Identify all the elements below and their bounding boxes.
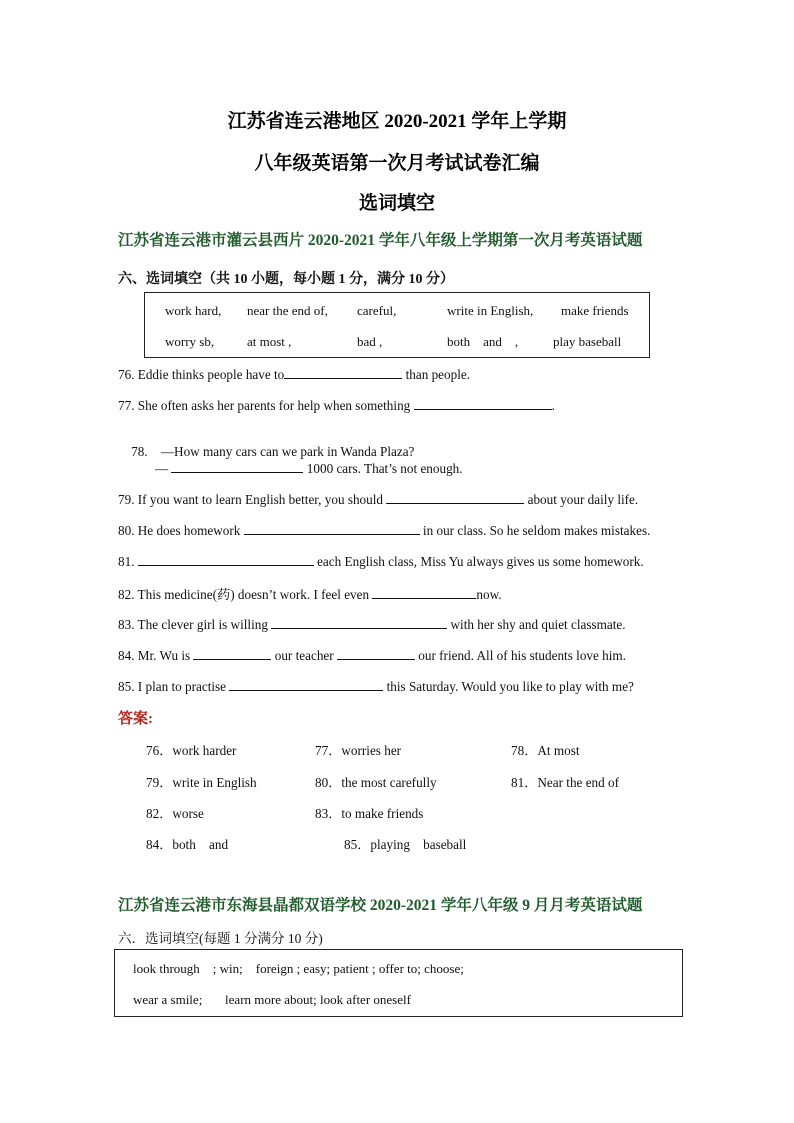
question-84: 84. Mr. Wu is our teacher our friend. All of his students love him.	[118, 648, 626, 663]
word-bank-box	[144, 292, 650, 358]
word-bank-box-2	[114, 949, 683, 1017]
answer-blank[interactable]	[229, 678, 383, 691]
answer-item: 79．write in English	[146, 775, 257, 790]
section1-instruction: 六、选词填空（共 10 小题，每小题 1 分，满分 10 分）	[118, 272, 454, 287]
word-bank-item: write in English,	[447, 303, 534, 318]
answer-key-label: 答案:	[118, 711, 153, 727]
question-85: 85. I plan to practise this Saturday. Would you like to play with me?	[118, 679, 634, 694]
answer-blank[interactable]	[337, 647, 415, 660]
answer-item: 76．work harder	[146, 743, 237, 758]
word-bank-item: bad ,	[357, 334, 383, 349]
answer-item: 77．worries her	[315, 743, 402, 758]
question-78: 78. —How many cars can we park in Wanda Plaza?	[131, 444, 415, 459]
question-78-answer-line: — 1000 cars. That’s not enough.	[155, 461, 463, 476]
word-bank-line: look through ; win; foreign ; easy; patient ; offer to; choose;	[133, 961, 464, 976]
word-bank-item: both and ,	[447, 334, 519, 349]
answer-blank[interactable]	[414, 397, 552, 410]
answer-blank[interactable]	[138, 553, 314, 566]
word-bank-item: near the end of,	[247, 303, 328, 318]
word-bank-item: at most ,	[247, 334, 292, 349]
section2-title: 江苏省连云港市东海县晶都双语学校 2020-2021 学年八年级 9 月月考英语试题	[118, 897, 643, 914]
document-title-line3: 选词填空	[358, 193, 435, 214]
question-76: 76. Eddie thinks people have to than people.	[118, 367, 471, 382]
question-80: 80. He does homework in our class. So he seldom makes mistakes.	[118, 523, 651, 538]
answer-item: 82．worse	[146, 806, 204, 821]
answer-blank[interactable]	[244, 522, 420, 535]
word-bank-item: work hard,	[165, 303, 222, 318]
answer-blank[interactable]	[386, 491, 524, 504]
answer-blank[interactable]	[193, 647, 271, 660]
answer-blank[interactable]	[284, 366, 402, 379]
answer-blank[interactable]	[171, 460, 303, 473]
answer-item: 80．the most carefully	[315, 775, 437, 790]
section2-instruction: 六．选词填空(每题 1 分满分 10 分)	[118, 931, 323, 946]
word-bank-item: careful,	[357, 303, 397, 318]
question-81: 81. each English class, Miss Yu always gives us some homework.	[118, 554, 644, 569]
question-82: 82. This medicine(药) doesn’t work. I feel even now.	[118, 587, 502, 602]
question-79: 79. If you want to learn English better, you should about your daily life.	[118, 492, 639, 507]
answer-item: 85．playing baseball	[344, 837, 467, 852]
answer-blank[interactable]	[271, 616, 447, 629]
answer-item: 84．both and	[146, 837, 229, 852]
word-bank-line: wear a smile; learn more about; look after oneself	[133, 992, 411, 1007]
word-bank-item: make friends	[561, 303, 629, 318]
section1-title: 江苏省连云港市灌云县西片 2020-2021 学年八年级上学期第一次月考英语试题	[118, 232, 643, 249]
answer-item: 83．to make friends	[315, 806, 424, 821]
word-bank-item: worry sb,	[165, 334, 215, 349]
question-77: 77. She often asks her parents for help when something .	[118, 398, 555, 413]
document-title-line2: 八年级英语第一次月考试试卷汇编	[254, 153, 540, 174]
question-83: 83. The clever girl is willing with her shy and quiet classmate.	[118, 617, 626, 632]
document-title-line1: 江苏省连云港地区 2020-2021 学年上学期	[227, 111, 567, 132]
word-bank-item: play baseball	[553, 334, 622, 349]
answer-item: 78．At most	[511, 743, 580, 758]
answer-blank[interactable]	[372, 586, 476, 599]
answer-item: 81．Near the end of	[511, 775, 620, 790]
